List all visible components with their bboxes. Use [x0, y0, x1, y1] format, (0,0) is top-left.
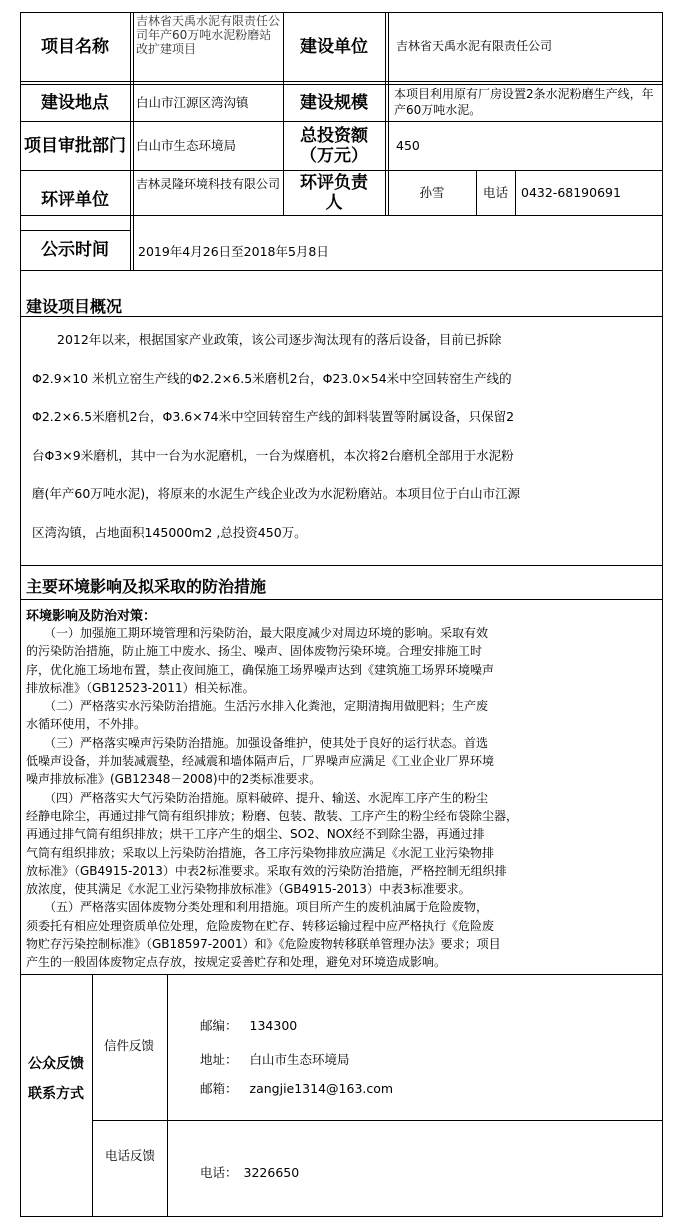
eia-person-value: 孙雪 — [419, 185, 445, 200]
measures-line: 气筒有组织排放；采取以上污染防治措施，各工序污染物排放应满足《水泥工业污染物排 — [26, 845, 495, 860]
overview-line: 2012年以来，根据国家产业政策，该公司逐步淘汰现有的落后设备，目前已拆除 — [32, 332, 502, 347]
measures-line: 的污染防治措施，防止施工中废水、扬尘、噪声、固体废物污染环境。合理安排施工时 — [26, 644, 483, 659]
project-name-value: 吉林省天禹水泥有限责任公司年产60万吨水泥粉磨站改扩建项目 — [136, 14, 281, 56]
location-label: 建设地点 — [41, 92, 109, 113]
measures-line: 排放标准》（GB12523-2011）相关标准。 — [26, 680, 255, 695]
measures-line: 须委托有相应处理资质单位处理，危险废物在贮存、转移运输过程中应严格执行《危险废 — [26, 918, 495, 933]
eia-unit-value: 吉林灵隆环境科技有限公司 — [136, 177, 281, 191]
phone-value: 0432-68190691 — [521, 185, 621, 200]
border-bottom — [20, 1216, 663, 1217]
investment-value: 450 — [396, 138, 420, 153]
feedback-section-label: 公众反馈联系方式 — [28, 1056, 84, 1102]
measures-line: 水循环使用，不外排。 — [26, 717, 147, 732]
measures-title: 主要环境影响及拟采取的防治措施 — [26, 577, 267, 596]
publicity-value: 2019年4月26日至2018年5月8日 — [138, 243, 329, 259]
measures-line: 物贮存污染控制标准》（GB18597-2001）和》《危险废物转移联单管理办法》要求；项目 — [26, 937, 501, 952]
overview-text — [32, 321, 660, 553]
investment-label: 总投资额（万元） — [300, 125, 368, 166]
postcode-label: 邮编： — [200, 1018, 238, 1033]
overview-title: 建设项目概况 — [26, 297, 123, 316]
measures-line: （一）加强施工期环境管理和污染防治，最大限度减少对周边环境的影响。采取有效 — [26, 626, 489, 640]
section-line-4 — [20, 974, 663, 975]
col-line-1b — [133, 12, 134, 270]
feedback-phone-value: 3226650 — [243, 1165, 300, 1180]
measures-line: （五）严格落实固体废物分类处理和利用措施。项目所产生的废机油属于危险废物， — [26, 900, 489, 915]
scale-label: 建设规模 — [300, 92, 368, 113]
postcode-line — [200, 1016, 297, 1034]
overview-line: 台Φ3×9米磨机，其中一台为水泥磨机，一台为煤磨机，本次将2台磨机全部用于水泥粉 — [32, 447, 514, 463]
measures-line: 放浓度，使其满足《水泥工业污染物排放标准》（GB4915-2013）中表3标准要求。 — [26, 882, 471, 897]
section-line-2 — [20, 565, 663, 566]
measures-line: 产生的一般固体废物定点存放，按规定妥善贮存和处理，避免对环境造成影响。 — [26, 955, 447, 970]
publicity-label: 公示时间 — [41, 240, 109, 260]
address-label: 地址： — [200, 1052, 238, 1067]
letter-feedback-label: 信件反馈 — [104, 1038, 155, 1053]
feedback-col-line-1 — [92, 974, 93, 1217]
measures-line: （四）严格落实大气污染防治措施。原料破碎、提升、输送、水泥库工序产生的粉尘 — [26, 790, 489, 805]
measures-line: 序，优化施工场地布置，禁止夜间施工，确保施工场界噪声达到《建筑施工场界环境噪声 — [26, 662, 495, 677]
measures-subtitle: 环境影响及防治对策： — [26, 609, 157, 624]
scale-value: 本项目利用原有厂房设置2条水泥粉磨生产线，年产60万吨水泥。 — [394, 87, 654, 117]
address-line — [200, 1050, 350, 1068]
measures-line: 噪声排放标准》(GB12348－2008)中的2类标准要求。 — [26, 772, 322, 787]
measures-line: 低噪声设备，并加装减震垫，经减震和墙体隔声后，厂界噪声应满足《工业企业厂界环境 — [26, 754, 495, 769]
col-line-1 — [130, 12, 131, 270]
section-line-3 — [20, 599, 663, 600]
eia-publicity-form — [20, 12, 663, 1217]
phone-feedback-label: 电话反馈 — [104, 1148, 155, 1163]
measures-text — [26, 624, 660, 972]
location-value: 白山市江源区湾沟镇 — [136, 95, 249, 110]
row-line-5 — [20, 270, 663, 271]
measures-line: 经静电除尘，再通过排气筒有组织排放；粉磨、包装、散装、工序产生的粉尘经布袋除尘器， — [26, 808, 519, 823]
feedback-phone-label: 电话： — [200, 1165, 238, 1180]
email-value[interactable]: zangjie1314@163.com — [249, 1081, 394, 1096]
measures-line: （二）严格落实水污染防治措施。生活污水排入化粪池，定期清掏用做肥料；生产废 — [26, 699, 489, 714]
overview-line: Φ2.2×6.5米磨机2台，Φ3.6×74米中空回转窑生产线的卸料装置等附属设备，只保留2 — [32, 409, 515, 425]
eia-person-label: 环评负责人 — [300, 172, 368, 213]
feedback-row-line — [92, 1120, 663, 1121]
approval-value: 白山市生态环境局 — [136, 138, 237, 153]
email-label: 邮箱： — [200, 1081, 238, 1096]
email-line — [200, 1079, 393, 1097]
postcode-value: 134300 — [249, 1018, 298, 1033]
eia-unit-label: 环评单位 — [41, 190, 109, 210]
measures-line: （三）严格落实噪声污染防治措施。加强设备维护，使其处于良好的运行状态。首选 — [26, 735, 489, 750]
overview-line: Φ2.9×10 米机立窑生产线的Φ2.2×6.5米磨机2台，Φ23.0×54米中空回转窑生产线的 — [32, 370, 512, 386]
row-line-1 — [20, 81, 663, 82]
builder-label: 建设单位 — [300, 36, 368, 57]
project-name-label: 项目名称 — [41, 36, 109, 57]
address-value: 白山市生态环境局 — [249, 1052, 350, 1067]
approval-label: 项目审批部门 — [24, 135, 126, 156]
feedback-phone-line — [200, 1163, 299, 1181]
col-line-5 — [515, 170, 516, 215]
overview-line: 区湾沟镇，占地面积145000m2 ,总投资450万。 — [32, 524, 307, 540]
col-line-3 — [385, 12, 386, 215]
feedback-col-line-2 — [167, 974, 168, 1217]
builder-value: 吉林省天禹水泥有限责任公司 — [396, 39, 553, 53]
overview-line: 磨(年产60万吨水泥)，将原来的水泥生产线企业改为水泥粉磨站。本项目位于白山市江源 — [32, 486, 521, 502]
measures-line: 再通过排气筒有组织排放；烘干工序产生的烟尘、SO2、NOX经不到除尘器，再通过排 — [26, 827, 485, 842]
phone-label: 电话 — [482, 185, 508, 200]
measures-line: 放标准》（GB4915-2013）中表2标准要求。采取有效的污染防治措施，严格控制无组织排 — [26, 863, 507, 878]
border-right — [662, 12, 663, 1217]
